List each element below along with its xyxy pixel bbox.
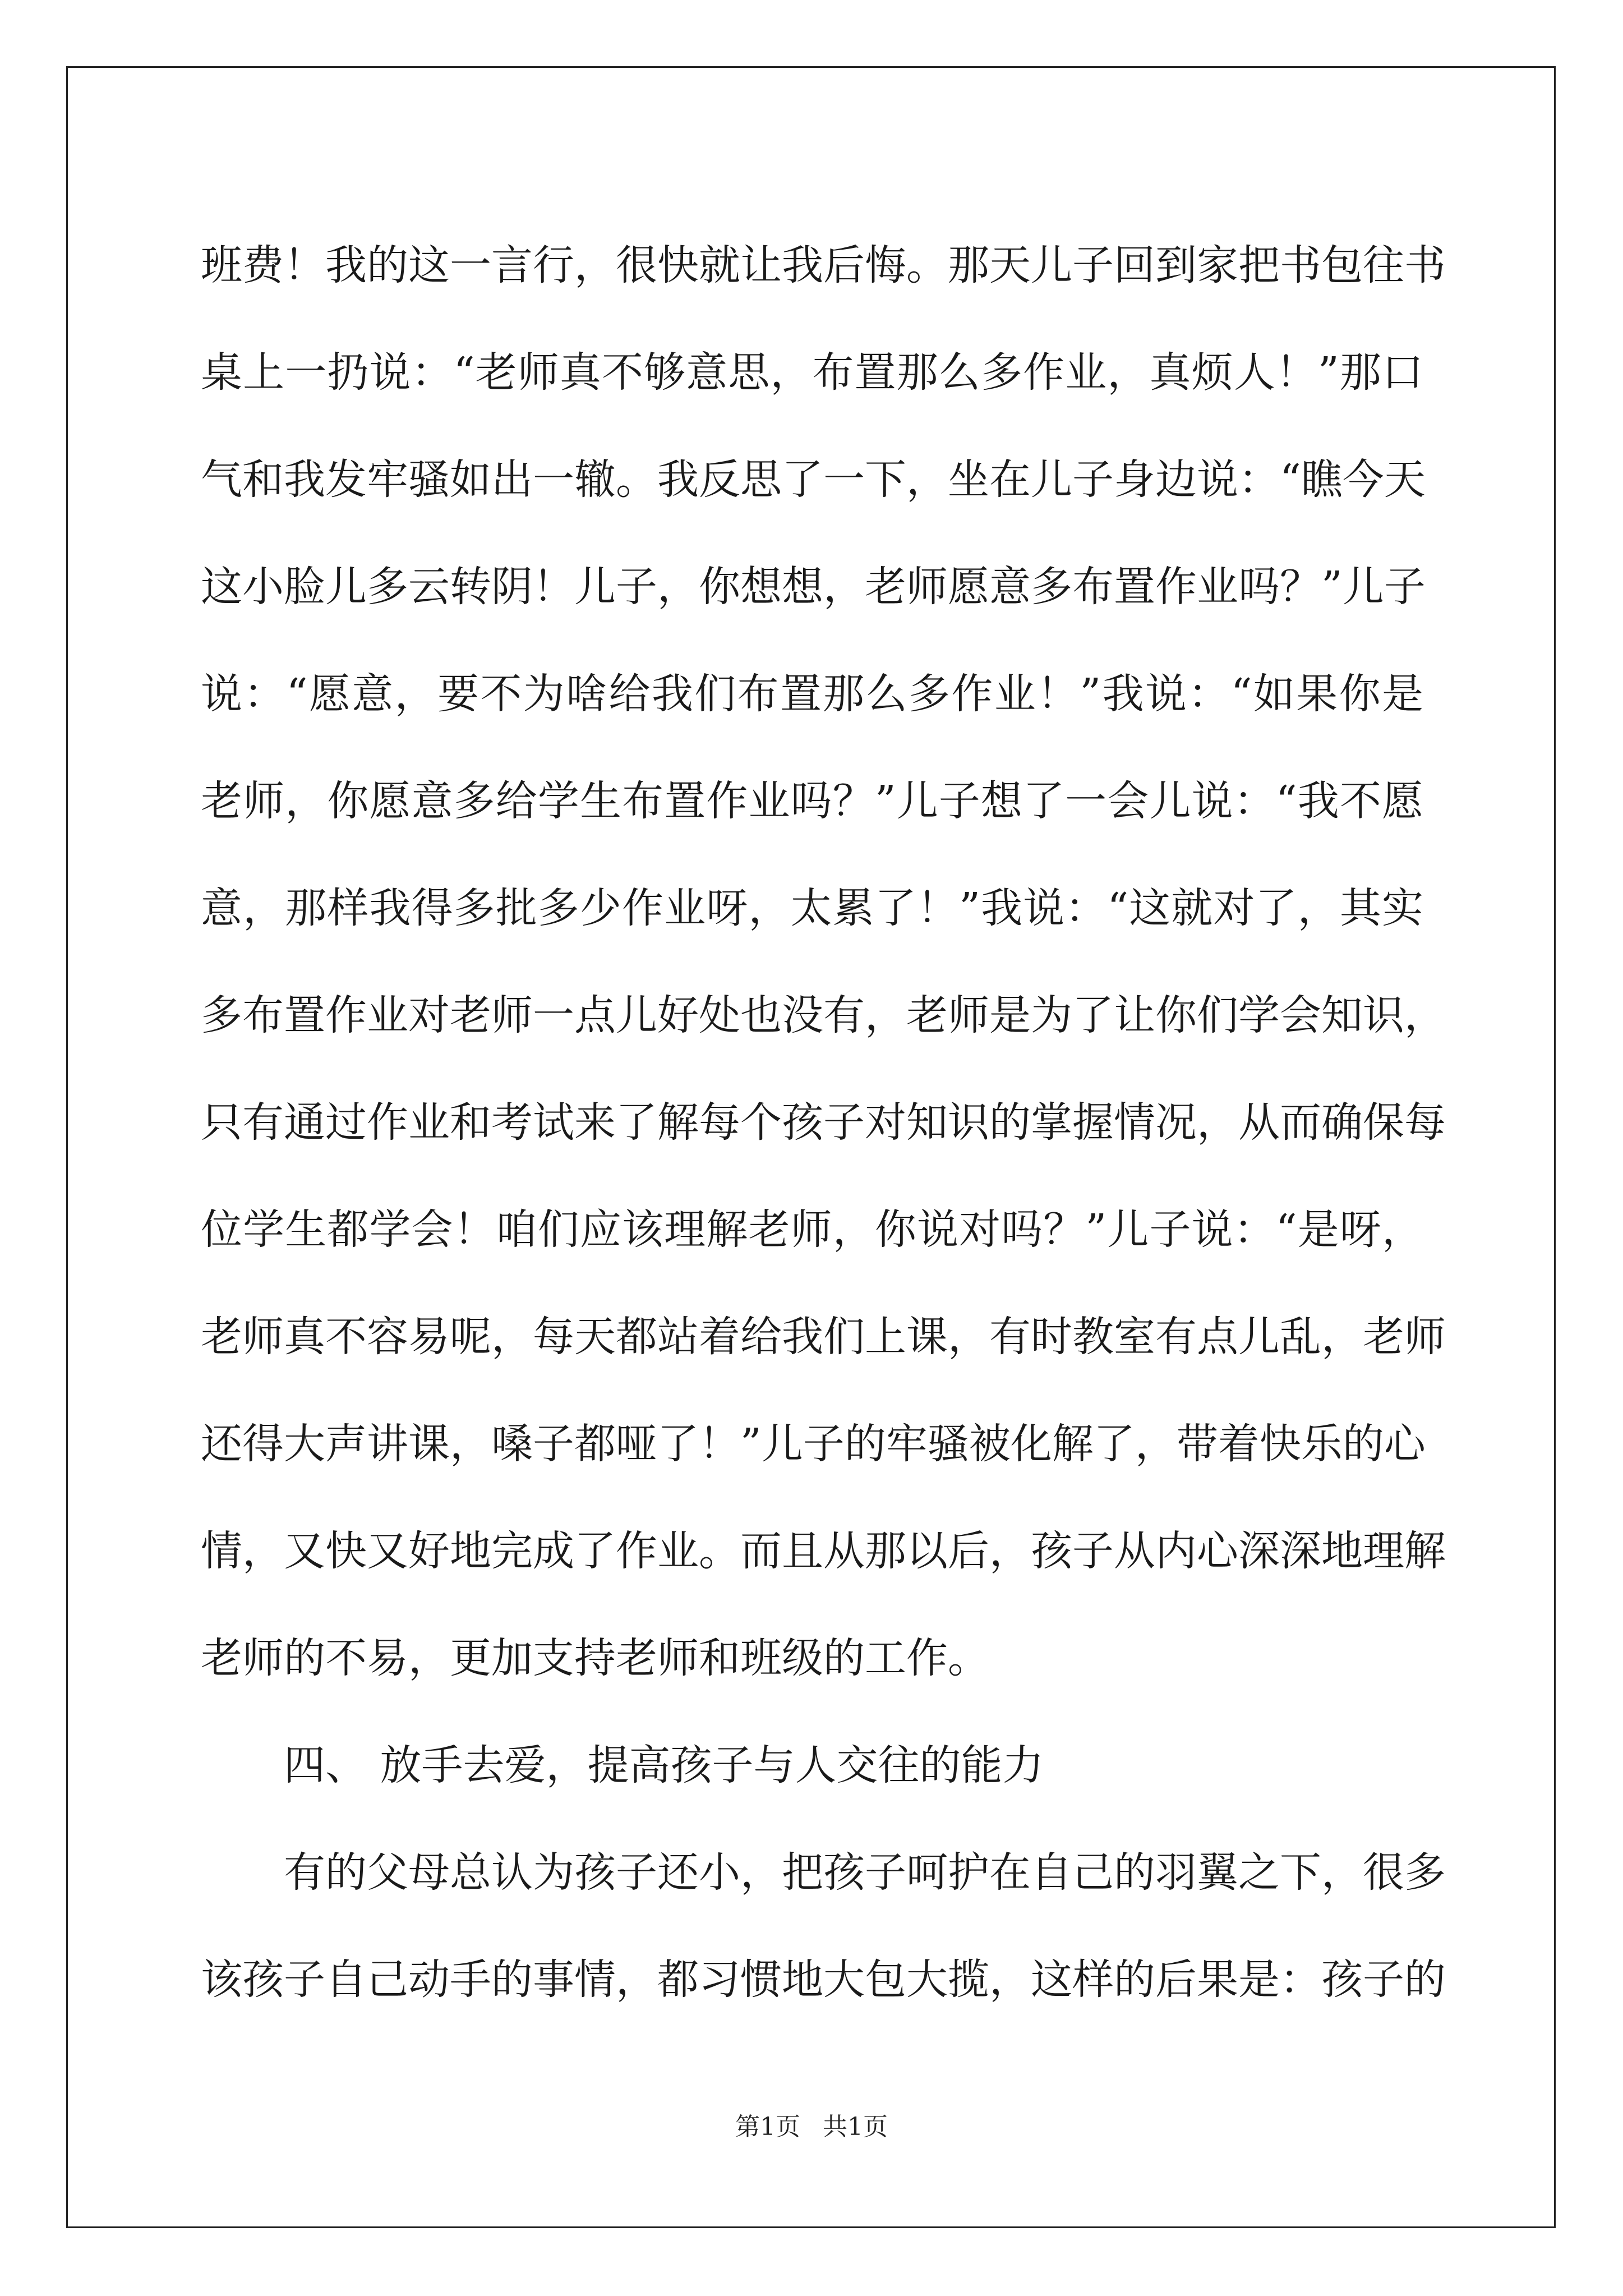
text-line: 气和我发牢骚如出一辙。我反思了一下，坐在儿子身边说：“瞧今天 [201, 455, 1426, 504]
section-heading: 四、 放手去爱，提高孩子与人交往的能力 [284, 1741, 1044, 1789]
text-line: 老师，你愿意多给学生布置作业吗？”儿子想了一会儿说：“我不愿 [201, 777, 1423, 825]
page-number: 第1页 [735, 2113, 800, 2141]
text-line: 只有通过作业和考试来了解每个孩子对知识的掌握情况，从而确保每 [201, 1098, 1446, 1147]
text-line: 还得大声讲课，嗓子都哑了！”儿子的牢骚被化解了，带着快乐的心 [201, 1420, 1426, 1468]
page-footer [0, 2110, 1623, 2144]
text-line: 意，那样我得多批多少作业呀，太累了！”我说：“这就对了，其实 [201, 884, 1423, 932]
text-line: 桌上一扔说：“老师真不够意思，布置那么多作业，真烦人！”那口 [201, 348, 1423, 397]
text-line: 情，又快又好地完成了作业。而且从那以后，孩子从内心深深地理解 [201, 1527, 1446, 1575]
document-body [201, 212, 1446, 2033]
text-line: 老师真不容易呢，每天都站着给我们上课，有时教室有点儿乱，老师 [201, 1313, 1446, 1361]
page-total: 共1页 [823, 2113, 888, 2141]
text-line: 位学生都学会！咱们应该理解老师，你说对吗？”儿子说：“是呀， [201, 1205, 1423, 1254]
text-line: 多布置作业对老师一点儿好处也没有，老师是为了让你们学会知识， [201, 991, 1446, 1039]
paragraph-line: 有的父母总认为孩子还小，把孩子呵护在自己的羽翼之下，很多 [284, 1848, 1446, 1897]
text-line: 班费！我的这一言行，很快就让我后悔。那天儿子回到家把书包往书 [201, 241, 1446, 289]
text-line: 说：“愿意，要不为啥给我们布置那么多作业！”我说：“如果你是 [201, 670, 1423, 718]
text-line: 老师的不易，更加支持老师和班级的工作。 [201, 1634, 989, 1682]
paragraph-line: 该孩子自己动手的事情，都习惯地大包大揽，这样的后果是：孩子的 [201, 1955, 1446, 2004]
text-line: 这小脸儿多云转阴！儿子，你想想，老师愿意多布置作业吗？”儿子 [201, 563, 1426, 611]
